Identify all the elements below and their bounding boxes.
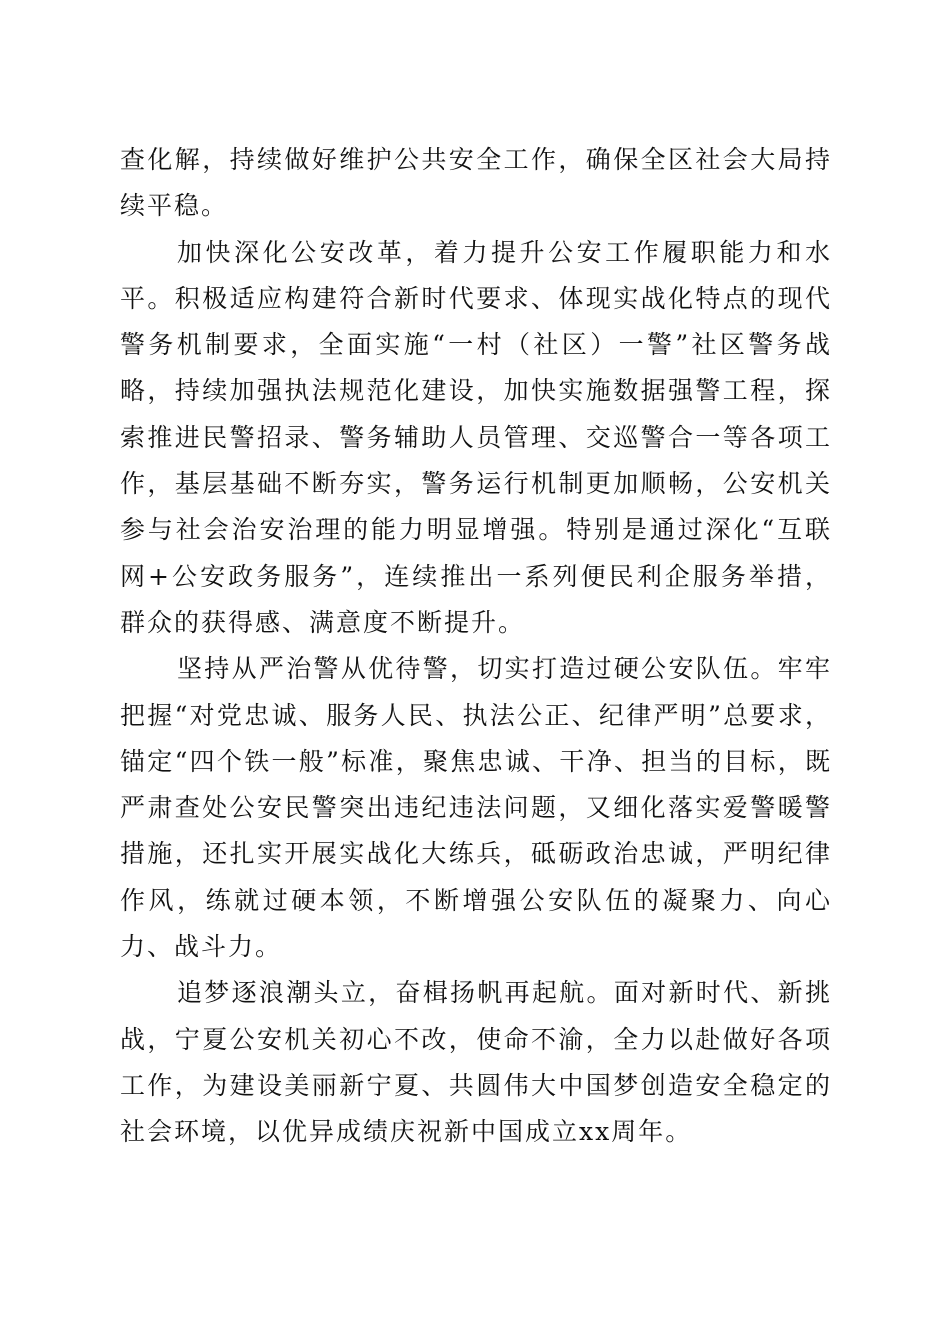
paragraph-2: 加快深化公安改革，着力提升公安工作履职能力和水平。积极适应构建符合新时代要求、体现实战化特点的现代警务机制要求，全面实施“一村（社区）一警”社区警务战略，持续加强执法规范化建设，加快实施数据强警工程，探索推进民警招录、警务辅助人员管理、交巡警合一等各项工作，基层基础不断夯实，警务运行机制更加顺畅，公安机关参与社会治安治理的能力明显增强。特别是通过深化“互联网+公安政务服务”，连续推出一系列便民利企服务举措，群众的获得感、满意度不断提升。 [120,237,832,637]
paragraph-1: 查化解，持续做好维护公共安全工作，确保全区社会大局持续平稳。 [120,145,832,221]
paragraph-3: 坚持从严治警从优待警，切实打造过硬公安队伍。牢牢把握“对党忠诚、服务人民、执法公正、纪律严明”总要求，锚定“四个铁一般”标准，聚焦忠诚、干净、担当的目标，既严肃查处公安民警突出违纪违法问题，又细化落实爱警暖警措施，还扎实开展实战化大练兵，砥砺政治忠诚，严明纪律作风，练就过硬本领，不断增强公安队伍的凝聚力、向心力、战斗力。 [120,654,832,962]
paragraph-4: 追梦逐浪潮头立，奋楫扬帆再起航。面对新时代、新挑战，宁夏公安机关初心不改，使命不渝，全力以赴做好各项工作，为建设美丽新宁夏、共圆伟大中国梦创造安全稳定的社会环境，以优异成绩庆祝新中国成立xx周年。 [120,978,832,1147]
document-body [120,137,832,1156]
